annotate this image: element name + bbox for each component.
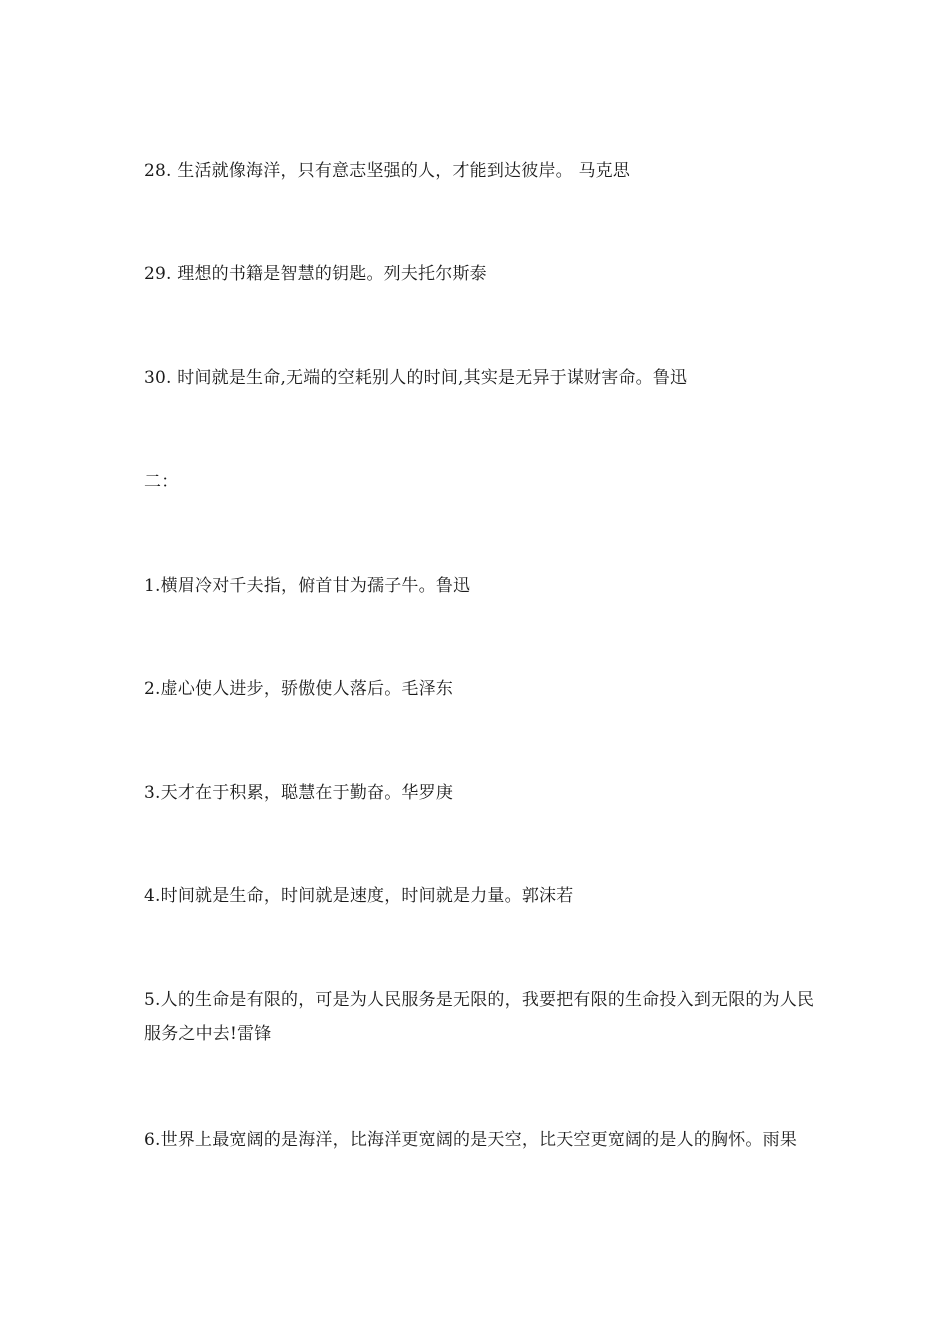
section-heading-two: 二： bbox=[144, 472, 179, 492]
quote-6: 6.世界上最宽阔的是海洋，比海洋更宽阔的是天空，比天空更宽阔的是人的胸怀。雨果 bbox=[144, 1130, 798, 1150]
quote-30: 30. 时间就是生命,无端的空耗别人的时间,其实是无异于谋财害命。鲁迅 bbox=[144, 368, 688, 388]
quote-29: 29. 理想的书籍是智慧的钥匙。列夫托尔斯泰 bbox=[144, 264, 487, 284]
quote-4: 4.时间就是生命，时间就是速度，时间就是力量。郭沫若 bbox=[144, 886, 574, 906]
quote-1: 1.横眉冷对千夫指，俯首甘为孺子牛。鲁迅 bbox=[144, 576, 471, 596]
quote-28: 28. 生活就像海洋，只有意志坚强的人，才能到达彼岸。 马克思 bbox=[144, 161, 631, 181]
quote-3: 3.天才在于积累，聪慧在于勤奋。华罗庚 bbox=[144, 783, 454, 803]
quote-5: 5.人的生命是有限的，可是为人民服务是无限的，我要把有限的生命投入到无限的为人民服务之中去!雷锋 bbox=[144, 990, 815, 1044]
quote-2: 2.虚心使人进步，骄傲使人落后。毛泽东 bbox=[144, 679, 454, 699]
